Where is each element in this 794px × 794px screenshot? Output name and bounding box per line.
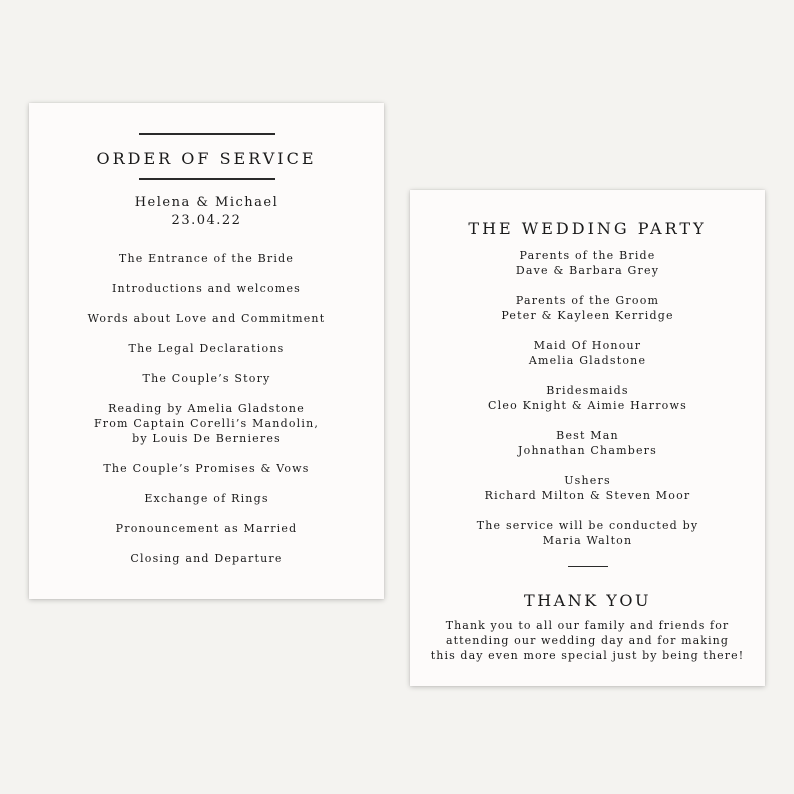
service-item-line: Words about Love and Commitment	[87, 312, 326, 325]
party-role: The service will be conducted by	[476, 519, 699, 532]
thank-you-title: THANK YOU	[524, 591, 651, 610]
service-item	[29, 521, 384, 536]
service-order-list	[29, 251, 384, 581]
title-divider	[139, 178, 275, 180]
service-item-line: Exchange of Rings	[144, 492, 269, 505]
thank-you-message	[410, 618, 765, 663]
couple-names: Helena & Michael	[134, 195, 279, 210]
service-item	[29, 461, 384, 476]
order-of-service-title: ORDER OF SERVICE	[96, 149, 317, 168]
service-item	[29, 491, 384, 506]
party-entry	[410, 473, 765, 503]
party-names: Cleo Knight & Aimie Harrows	[488, 399, 687, 412]
wedding-party-card	[410, 190, 765, 686]
order-of-service-card	[29, 103, 384, 599]
party-names: Johnathan Chambers	[518, 444, 657, 457]
service-item-line: From Captain Corelli’s Mandolin,	[93, 417, 320, 430]
thank-you-line: this day even more special just by being there!	[430, 649, 745, 662]
service-item-line: The Legal Declarations	[128, 342, 285, 355]
party-role: Parents of the Groom	[515, 294, 660, 307]
service-item-line: Introductions and welcomes	[112, 282, 301, 295]
party-role: Maid Of Honour	[533, 339, 642, 352]
wedding-party-title: THE WEDDING PARTY	[468, 219, 707, 238]
top-divider	[139, 133, 275, 135]
party-role: Parents of the Bride	[519, 249, 656, 262]
service-item-line: The Entrance of the Bride	[118, 252, 295, 265]
service-item	[29, 551, 384, 566]
party-names: Richard Milton & Steven Moor	[484, 489, 691, 502]
service-item	[29, 251, 384, 266]
party-role: Bridesmaids	[546, 384, 629, 397]
service-item-line: The Couple’s Story	[142, 372, 271, 385]
service-item	[29, 281, 384, 296]
thank-you-line: attending our wedding day and for making	[445, 634, 730, 647]
service-item	[29, 311, 384, 326]
service-item-line: Reading by Amelia Gladstone	[108, 402, 305, 415]
party-names: Dave & Barbara Grey	[515, 264, 660, 277]
party-entry	[410, 383, 765, 413]
thank-you-line: Thank you to all our family and friends for	[445, 619, 730, 632]
party-entry	[410, 248, 765, 278]
couple-block	[29, 194, 384, 230]
service-item-line: Pronouncement as Married	[115, 522, 298, 535]
party-entry	[410, 293, 765, 323]
service-item	[29, 341, 384, 356]
service-item-line: The Couple’s Promises & Vows	[103, 462, 310, 475]
service-item	[29, 401, 384, 446]
party-role: Best Man	[556, 429, 619, 442]
wedding-party-list	[410, 248, 765, 563]
party-entry	[410, 428, 765, 458]
service-item-line: Closing and Departure	[130, 552, 283, 565]
service-item	[29, 371, 384, 386]
party-entry	[410, 338, 765, 368]
service-item-line: by Louis De Bernieres	[132, 432, 281, 445]
wedding-date: 23.04.22	[171, 213, 242, 228]
party-role: Ushers	[564, 474, 611, 487]
party-names: Maria Walton	[542, 534, 633, 547]
short-divider	[568, 566, 608, 567]
party-names: Amelia Gladstone	[528, 354, 647, 367]
party-entry	[410, 518, 765, 548]
party-names: Peter & Kayleen Kerridge	[501, 309, 674, 322]
